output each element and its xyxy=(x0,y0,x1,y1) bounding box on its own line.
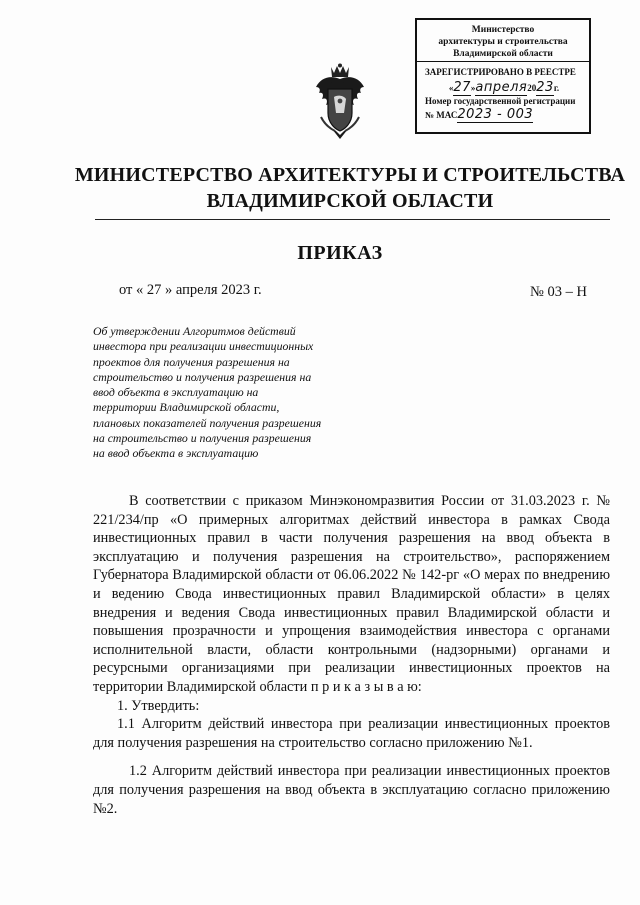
coat-of-arms-icon xyxy=(313,63,367,141)
stamp-reg-number-value: 2023 - 003 xyxy=(457,107,534,122)
registration-stamp xyxy=(415,18,591,134)
ministry-heading-line: ВЛАДИМИРСКОЙ ОБЛАСТИ xyxy=(206,190,494,212)
stamp-year-label: г. xyxy=(553,83,560,93)
ministry-heading xyxy=(60,162,640,214)
order-body xyxy=(93,492,610,818)
subject-line: ввод объекта в эксплуатацию на xyxy=(93,385,259,400)
document-title: ПРИКАЗ xyxy=(297,242,383,264)
stamp-reg-day: 27 xyxy=(453,80,471,95)
preamble-paragraph: В соответствии с приказом Минэкономразвития России от 31.03.2023 г. № 221/234/пр «О примерных алгоритмах действий инвестора в рамках Свода инвестиционных правил в части получения разрешения на ввод объекта в эксплуатацию и получения разрешения на строительство», распоряжением Губернатора Владимирской области от 06.06.2022 № 142-рг «О мерах по внедрению и ведению Свода инвестиционных правил Владимирской области» в целях внедрения и ведения Свода инвестиционных правил Владимирской области и повышения прозрачности и упрощения взаимодействия инвестора с органами исполнительной власти, области контрольными (надзорными) органами и ресурсными организациями при реализации инвестиционных проектов на территории Владимирской области п р и к а з ы в а ю: xyxy=(93,493,610,695)
subject-line: на ввод объекта в эксплуатацию xyxy=(93,446,259,461)
stamp-reg-number-prefix: № МАС xyxy=(425,110,458,120)
stamp-registration-date: «27»апреля2023г. xyxy=(448,80,560,95)
header-divider xyxy=(95,219,610,220)
order-number: № 03 – Н xyxy=(530,284,587,300)
stamp-ministry-line: Министерство xyxy=(471,25,535,35)
subject-line: инвестора при реализации инвестиционных xyxy=(93,339,314,354)
subject-line: проектов для получения разрешения на xyxy=(93,354,290,369)
stamp-reg-year-suffix: 23 xyxy=(536,80,554,95)
stamp-reg-number xyxy=(425,108,583,122)
subject-line: Об утверждении Алгоритмов действий xyxy=(93,324,296,338)
item-1: 1. Утвердить: xyxy=(117,697,200,714)
subject-line: на строительство и получения разрешения xyxy=(93,431,312,446)
subject-line: территории Владимирской области, xyxy=(93,400,280,415)
ministry-heading-line: МИНИСТЕРСТВО АРХИТЕКТУРЫ И СТРОИТЕЛЬСТВА xyxy=(74,164,626,186)
item-1-2: 1.2 Алгоритм действий инвестора при реализации инвестиционных проектов для получения разрешения на ввод объекта в эксплуатацию согласно приложению №2. xyxy=(93,763,610,817)
stamp-ministry-line: архитектуры и строительства xyxy=(438,37,568,47)
order-subject xyxy=(93,324,353,462)
item-1-1: 1.1 Алгоритм действий инвестора при реализации инвестиционных проектов для получения разрешения на строительство согласно приложению №1. xyxy=(93,716,610,751)
order-date: от « 27 » апреля 2023 г. xyxy=(119,282,262,298)
stamp-ministry xyxy=(417,20,589,62)
stamp-registered-label: ЗАРЕГИСТРИРОВАНО В РЕЕСТРЕ xyxy=(425,67,576,77)
subject-line: строительство и получения разрешения на xyxy=(93,369,312,384)
stamp-reg-year-prefix: 20 xyxy=(527,83,537,93)
stamp-reg-month: апреля xyxy=(475,80,528,95)
stamp-ministry-line: Владимирской области xyxy=(453,49,553,59)
stamp-reg-number-label: Номер государственной регистрации xyxy=(425,96,576,106)
subject-line: плановых показателей получения разрешения xyxy=(93,415,322,430)
